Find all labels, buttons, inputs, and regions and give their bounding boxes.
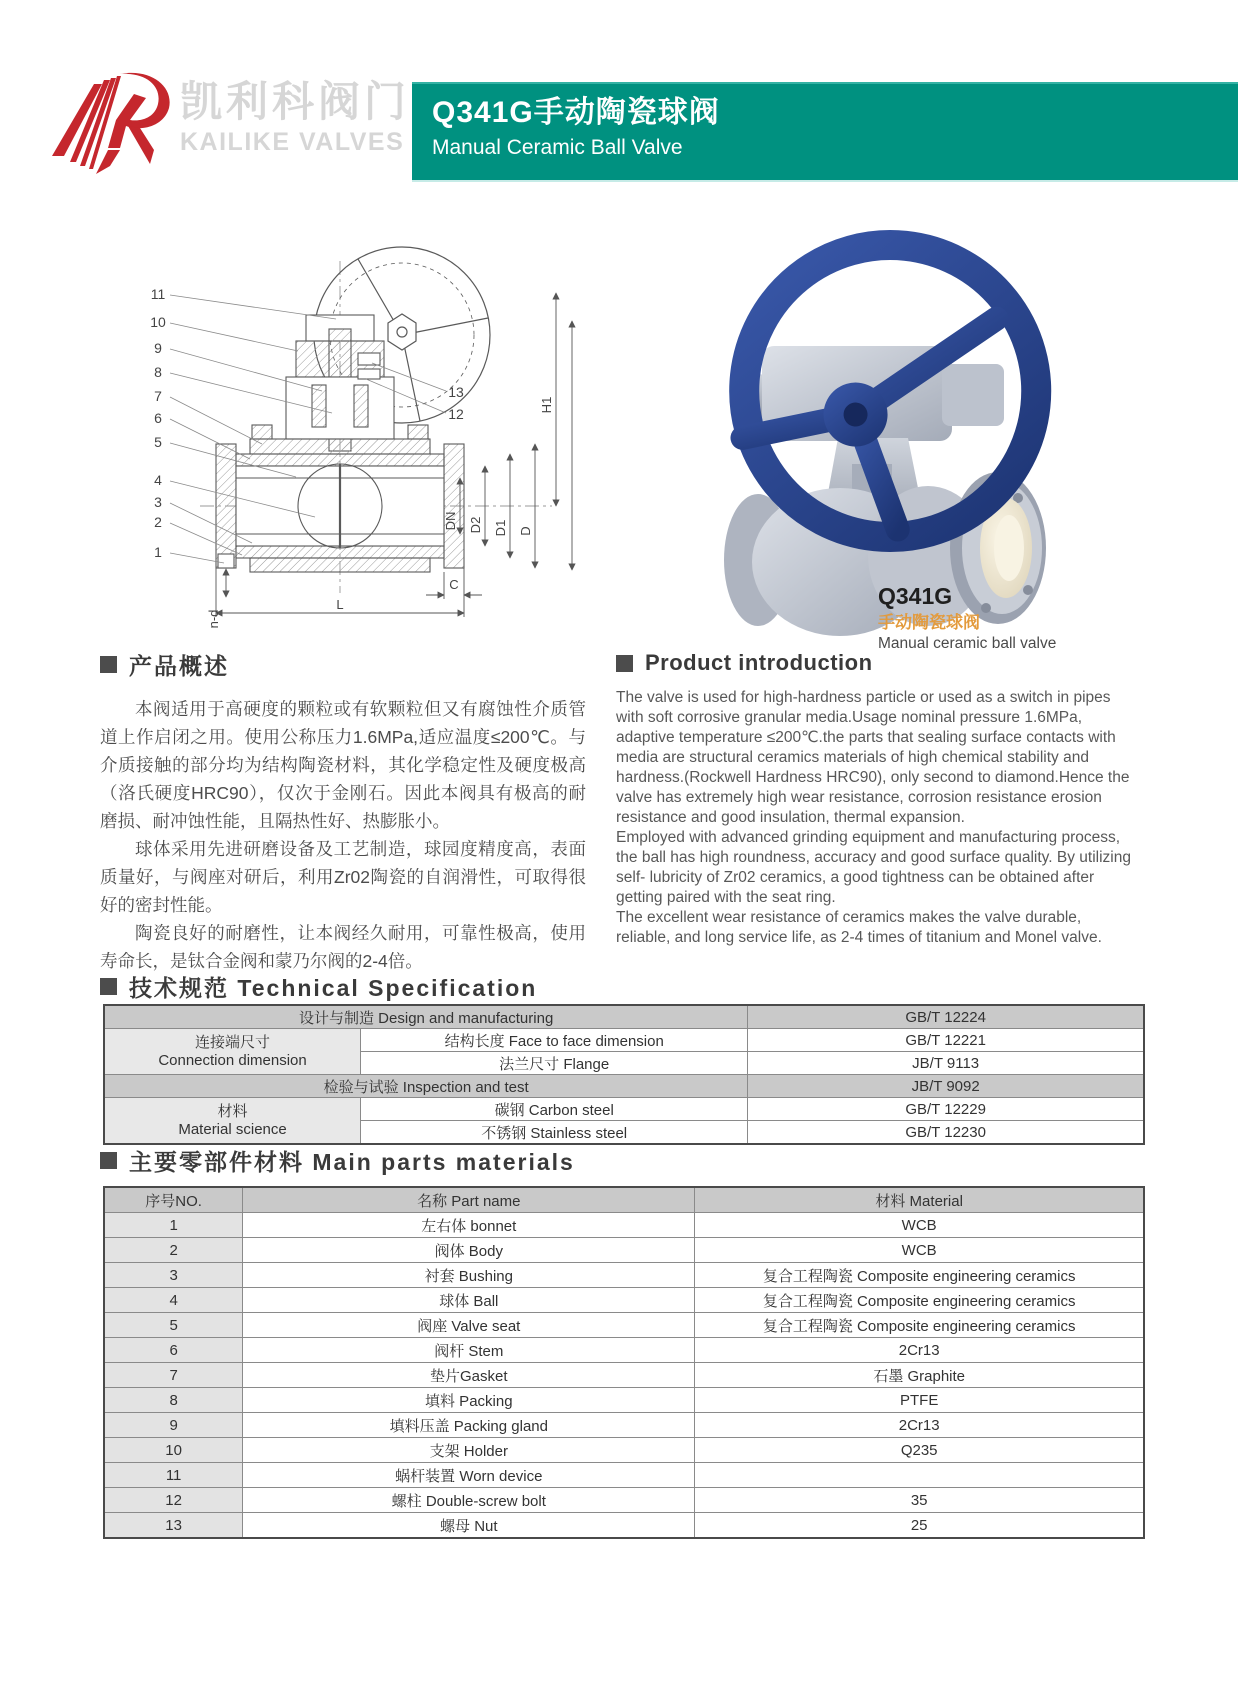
part-material: [695, 1463, 1144, 1488]
spec-value: GB/T 12230: [748, 1121, 1144, 1145]
spec-value: GB/T 12224: [748, 1005, 1144, 1029]
logo-name-en: KAILIKE VALVES: [180, 128, 405, 157]
introduction-paragraph: The excellent wear resistance of ceramics makes the valve durable, reliable, and long service life, as 2-4 times of titanium and Monel valve.: [616, 908, 1102, 946]
table-header-row: [104, 1187, 1144, 1213]
section-bullet-icon: [616, 655, 633, 672]
kailike-logo-icon: [50, 70, 172, 174]
callout-4: 4: [154, 472, 162, 488]
introduction-text: [616, 688, 1132, 948]
part-no: 3: [104, 1263, 243, 1288]
product-photo: [590, 228, 1135, 640]
part-no: 2: [104, 1238, 243, 1263]
part-name: 衬套 Bushing: [243, 1263, 695, 1288]
spec-group-cn: 材料: [217, 1103, 248, 1121]
tech-spec-heading: [100, 970, 537, 1003]
spec-group-en: Connection dimension: [158, 1051, 307, 1069]
part-name: 螺母 Nut: [243, 1513, 695, 1539]
part-no: 5: [104, 1313, 243, 1338]
overview-heading: [100, 648, 586, 681]
logo-name-cn: 凯利科阀门: [180, 77, 411, 126]
part-name: 填料 Packing: [243, 1388, 695, 1413]
introduction-paragraph: Employed with advanced grinding equipment and manufacturing process, the ball has high roundness, accuracy and good surface quality. By utilizing self- lubricity of Zr02 ceramics, a good tightness can be obtained after getting paired with the seat ring.: [616, 828, 1131, 906]
callout-6: 6: [154, 410, 162, 426]
part-no: 8: [104, 1388, 243, 1413]
overview-paragraph: 球体采用先进研磨设备及工艺制造，球园度精度高，表面质量好，与阀座对研后，利用Zr02陶瓷的自润滑性，可取得很好的密封性能。: [100, 839, 586, 915]
page-title: Q341G手动陶瓷球阀: [432, 96, 720, 129]
overview-paragraph: 陶瓷良好的耐磨性，让本阀经久耐用，可靠性极高，使用寿命长，是钛合金阀和蒙乃尔阀的2-4倍。: [100, 923, 586, 971]
table-row: [104, 1313, 1144, 1338]
part-material: 石墨 Graphite: [695, 1363, 1144, 1388]
overview-section: [100, 648, 586, 975]
table-row: [104, 1288, 1144, 1313]
table-row: [104, 1263, 1144, 1288]
callout-2: 2: [154, 514, 162, 530]
dim-d: D: [518, 526, 533, 536]
table-row: [104, 1338, 1144, 1363]
spec-value: GB/T 12221: [748, 1029, 1144, 1052]
spec-group: [104, 1029, 361, 1075]
introduction-section: [616, 650, 1132, 948]
dim-d2: D2: [468, 516, 483, 534]
title-banner: [412, 82, 1238, 182]
spec-value: JB/T 9113: [748, 1052, 1144, 1075]
parts-title: 主要零部件材料 Main parts materials: [129, 1149, 575, 1175]
spec-value: GB/T 12229: [748, 1098, 1144, 1121]
callout-11: 11: [150, 286, 166, 302]
bonnet-assembly-drawing: [286, 315, 394, 451]
part-material: Q235: [695, 1438, 1144, 1463]
spec-label: 不锈钢 Stainless steel: [361, 1121, 748, 1145]
callout-1: 1: [154, 544, 162, 560]
logo-text: [180, 77, 411, 157]
section-bullet-icon: [100, 1152, 117, 1169]
spec-label: 结构长度 Face to face dimension: [361, 1029, 748, 1052]
part-no: 10: [104, 1438, 243, 1463]
table-row: [104, 1098, 1144, 1121]
callout-8: 8: [154, 364, 162, 380]
parts-table: [103, 1186, 1145, 1539]
callout-3: 3: [154, 494, 162, 510]
part-material: 25: [695, 1513, 1144, 1539]
spec-group-en: Material science: [178, 1120, 287, 1138]
part-material: 35: [695, 1488, 1144, 1513]
valve-body-drawing: [216, 425, 464, 572]
section-bullet-icon: [100, 978, 117, 995]
parts-table-body: [104, 1213, 1144, 1539]
callout-10: 10: [150, 314, 166, 330]
photo-name-en: Manual ceramic ball valve: [878, 634, 1057, 652]
introduction-heading: [616, 650, 1132, 676]
part-name: 支架 Holder: [243, 1438, 695, 1463]
part-name: 阀座 Valve seat: [243, 1313, 695, 1338]
table-row: [104, 1513, 1144, 1539]
spec-label: 检验与试验 Inspection and test: [104, 1075, 748, 1098]
table-row: [104, 1029, 1144, 1052]
parts-header-no: 序号NO.: [104, 1187, 243, 1213]
dim-c: C: [449, 577, 459, 592]
page-subtitle: Manual Ceramic Ball Valve: [432, 136, 683, 159]
technical-drawing: [100, 225, 580, 645]
part-name: 填料压盖 Packing gland: [243, 1413, 695, 1438]
dim-nd: n-d: [206, 609, 221, 629]
part-no: 4: [104, 1288, 243, 1313]
dim-dn: DN: [443, 511, 458, 531]
table-row: [104, 1488, 1144, 1513]
part-material: 复合工程陶瓷 Composite engineering ceramics: [695, 1263, 1144, 1288]
parts-header-material: 材料 Material: [695, 1187, 1144, 1213]
part-material: 2Cr13: [695, 1413, 1144, 1438]
table-row: [104, 1238, 1144, 1263]
table-row: [104, 1363, 1144, 1388]
part-material: 复合工程陶瓷 Composite engineering ceramics: [695, 1313, 1144, 1338]
part-no: 11: [104, 1463, 243, 1488]
table-row: [104, 1438, 1144, 1463]
dim-l: L: [336, 597, 344, 612]
callout-12: 12: [448, 406, 464, 422]
part-material: 复合工程陶瓷 Composite engineering ceramics: [695, 1288, 1144, 1313]
overview-text: [100, 695, 586, 975]
part-no: 6: [104, 1338, 243, 1363]
part-no: 9: [104, 1413, 243, 1438]
dim-h1: H1: [539, 396, 554, 414]
introduction-title: Product introduction: [645, 650, 873, 675]
part-name: 蜗杆装置 Worn device: [243, 1463, 695, 1488]
tech-spec-title: 技术规范 Technical Specification: [129, 975, 538, 1001]
overview-title: 产品概述: [129, 653, 229, 679]
callout-9: 9: [154, 340, 162, 356]
introduction-paragraph: The valve is used for high-hardness particle or used as a switch in pipes with soft corrosive granular media.Usage nominal pressure 1.6MPa, adaptive temperature ≤200℃.the parts that sealing surface contacts with media are structural ceramics materials of high chemical stability and hardness.(Rockwell Hardness HRC90), only second to diamond.Hence the valve has extremely high wear resistance, corrosion resistance erosion resistance and good insulation, thermal expansion.: [616, 689, 1130, 826]
spec-group-cn: 连接端尺寸: [195, 1034, 271, 1052]
part-name: 螺柱 Double-screw bolt: [243, 1488, 695, 1513]
photo-name-cn: 手动陶瓷球阀: [878, 612, 980, 632]
spec-group: [104, 1098, 361, 1145]
table-row: [104, 1388, 1144, 1413]
part-material: PTFE: [695, 1388, 1144, 1413]
part-name: 球体 Ball: [243, 1288, 695, 1313]
part-no: 12: [104, 1488, 243, 1513]
overview-paragraph: 本阀适用于高硬度的颗粒或有软颗粒但又有腐蚀性介质管道上作启闭之用。使用公称压力1.6MPa,适应温度≤200℃。与介质接触的部分均为结构陶瓷材料，其化学稳定性及硬度极高（洛氏硬度HRC90），仅次于金刚石。因此本阀具有极高的耐磨损、耐冲蚀性能，且隔热性好、热膨胀小。: [100, 699, 586, 831]
callout-13: 13: [448, 384, 464, 400]
spec-value: JB/T 9092: [748, 1075, 1144, 1098]
part-material: 2Cr13: [695, 1338, 1144, 1363]
section-bullet-icon: [100, 656, 117, 673]
table-row: [104, 1463, 1144, 1488]
callout-7: 7: [154, 388, 162, 404]
photo-model: Q341G: [878, 583, 953, 609]
table-row: [104, 1413, 1144, 1438]
table-row: [104, 1005, 1144, 1029]
part-no: 13: [104, 1513, 243, 1539]
part-name: 阀杆 Stem: [243, 1338, 695, 1363]
spec-label: 设计与制造 Design and manufacturing: [104, 1005, 748, 1029]
tech-spec-table: [103, 1004, 1145, 1145]
part-material: WCB: [695, 1213, 1144, 1238]
part-material: WCB: [695, 1238, 1144, 1263]
part-no: 7: [104, 1363, 243, 1388]
part-name: 阀体 Body: [243, 1238, 695, 1263]
table-row: [104, 1075, 1144, 1098]
part-name: 左右体 bonnet: [243, 1213, 695, 1238]
part-no: 1: [104, 1213, 243, 1238]
dim-d1: D1: [493, 519, 508, 537]
table-row: [104, 1213, 1144, 1238]
spec-label: 法兰尺寸 Flange: [361, 1052, 748, 1075]
part-name: 垫片Gasket: [243, 1363, 695, 1388]
photo-caption: [878, 582, 1056, 654]
spec-label: 碳钢 Carbon steel: [361, 1098, 748, 1121]
parts-header-name: 名称 Part name: [243, 1187, 695, 1213]
parts-heading: [100, 1144, 575, 1177]
callout-5: 5: [154, 434, 162, 450]
